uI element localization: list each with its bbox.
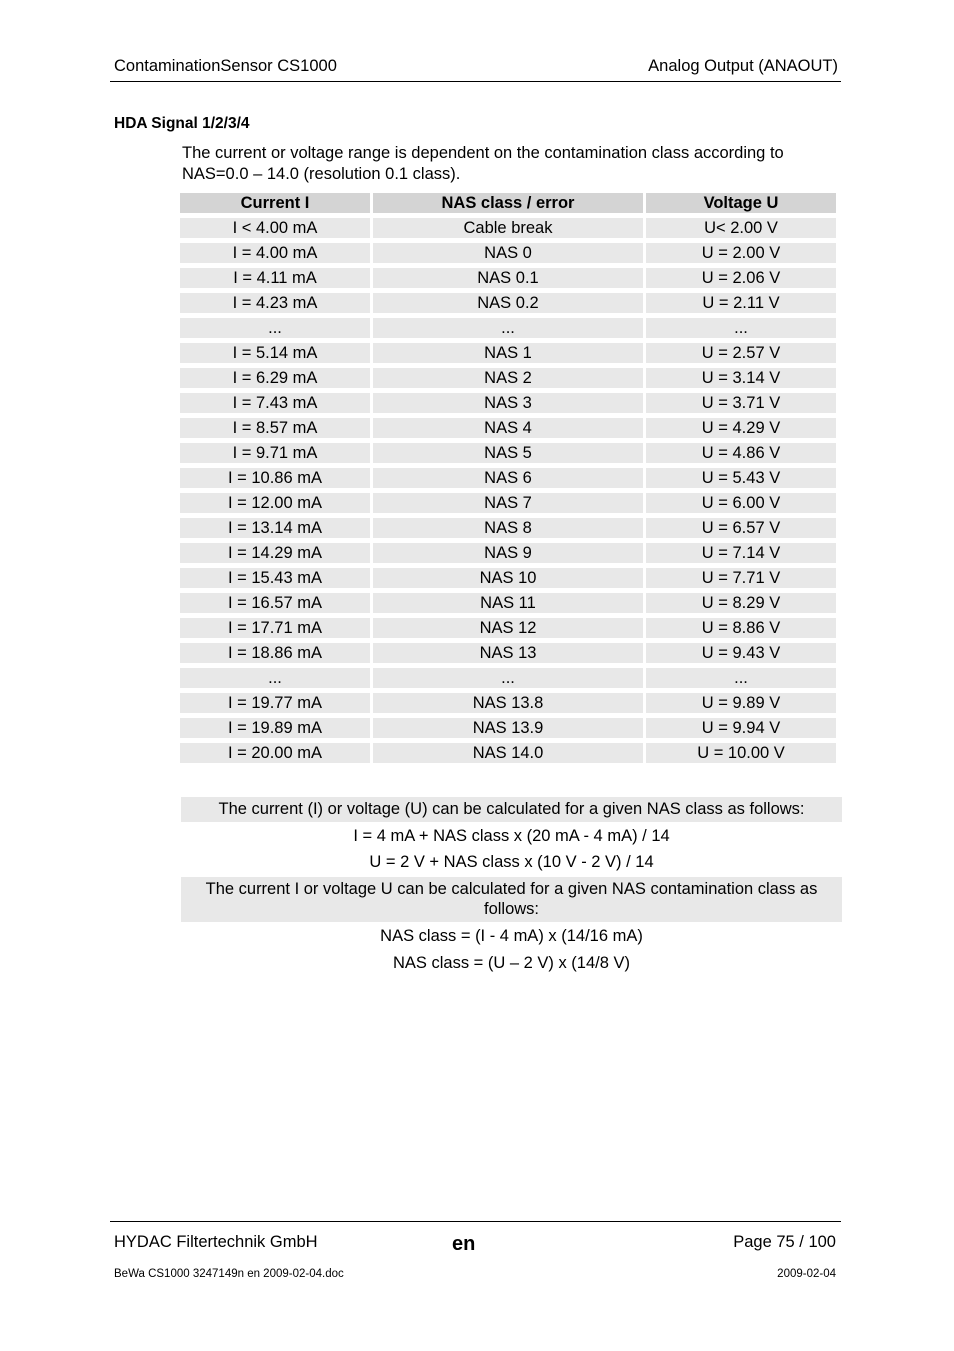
- cell-voltage: U = 2.57 V: [646, 343, 836, 363]
- cell-voltage: U = 2.00 V: [646, 243, 836, 263]
- cell-nas-class: NAS 10: [373, 568, 643, 588]
- cell-current: I = 20.00 mA: [180, 743, 370, 763]
- col-header-current: Current I: [180, 193, 370, 213]
- table-row: [180, 743, 836, 763]
- cell-current: I = 16.57 mA: [180, 593, 370, 613]
- table-row: [180, 518, 836, 538]
- footer-company: HYDAC Filtertechnik GmbH: [114, 1233, 318, 1251]
- cell-current: I = 14.29 mA: [180, 543, 370, 563]
- footer-doc-name: BeWa CS1000 3247149n en 2009-02-04.doc: [114, 1268, 344, 1280]
- cell-nas-class: NAS 14.0: [373, 743, 643, 763]
- header-divider: [110, 81, 841, 82]
- cell-nas-class: ...: [373, 318, 643, 338]
- cell-voltage: U = 5.43 V: [646, 468, 836, 488]
- cell-current: I = 6.29 mA: [180, 368, 370, 388]
- cell-voltage: U< 2.00 V: [646, 218, 836, 238]
- cell-voltage: U = 2.11 V: [646, 293, 836, 313]
- table-row: [180, 693, 836, 713]
- col-header-nas-class: NAS class / error: [373, 193, 643, 213]
- table-row: [180, 568, 836, 588]
- cell-current: I = 10.86 mA: [180, 468, 370, 488]
- header-chapter-title: Analog Output (ANAOUT): [648, 57, 838, 75]
- cell-nas-class: NAS 13.8: [373, 693, 643, 713]
- cell-voltage: U = 6.57 V: [646, 518, 836, 538]
- table-header-row: [180, 193, 836, 213]
- table-row: [180, 293, 836, 313]
- cell-nas-class: NAS 0.2: [373, 293, 643, 313]
- table-row: [180, 493, 836, 513]
- cell-nas-class: NAS 4: [373, 418, 643, 438]
- table-row: [180, 418, 836, 438]
- table-row: [180, 718, 836, 738]
- table-row: [180, 593, 836, 613]
- cell-nas-class: NAS 12: [373, 618, 643, 638]
- table-row: [180, 643, 836, 663]
- table-row: [180, 443, 836, 463]
- cell-current: I = 15.43 mA: [180, 568, 370, 588]
- cell-current: I = 9.71 mA: [180, 443, 370, 463]
- table-row: [180, 543, 836, 563]
- cell-nas-class: Cable break: [373, 218, 643, 238]
- cell-voltage: U = 4.29 V: [646, 418, 836, 438]
- cell-nas-class: NAS 7: [373, 493, 643, 513]
- cell-current: I = 13.14 mA: [180, 518, 370, 538]
- formula-note-2: The current I or voltage U can be calculated for a given NAS contamination class as follows:: [181, 877, 842, 922]
- cell-voltage: U = 6.00 V: [646, 493, 836, 513]
- cell-nas-class: NAS 3: [373, 393, 643, 413]
- cell-voltage: U = 8.86 V: [646, 618, 836, 638]
- footer-divider: [110, 1221, 841, 1222]
- cell-voltage: ...: [646, 668, 836, 688]
- cell-current: I = 19.77 mA: [180, 693, 370, 713]
- cell-current: I = 4.00 mA: [180, 243, 370, 263]
- table-row: [180, 218, 836, 238]
- footer-page-number: Page 75 / 100: [733, 1233, 836, 1251]
- formula-current: I = 4 mA + NAS class x (20 mA - 4 mA) / 14: [353, 827, 670, 845]
- table-row: [180, 393, 836, 413]
- table-row: [180, 368, 836, 388]
- cell-nas-class: NAS 9: [373, 543, 643, 563]
- col-header-voltage: Voltage U: [646, 193, 836, 213]
- cell-nas-class: NAS 8: [373, 518, 643, 538]
- formula-nas-from-current: NAS class = (I - 4 mA) x (14/16 mA): [380, 927, 643, 945]
- cell-nas-class: NAS 1: [373, 343, 643, 363]
- table-row: [180, 243, 836, 263]
- cell-voltage: U = 9.43 V: [646, 643, 836, 663]
- cell-voltage: U = 3.71 V: [646, 393, 836, 413]
- formula-note-1: The current (I) or voltage (U) can be calculated for a given NAS class as follows:: [181, 797, 842, 822]
- header-document-title: ContaminationSensor CS1000: [114, 57, 337, 75]
- cell-voltage: U = 7.14 V: [646, 543, 836, 563]
- cell-nas-class: ...: [373, 668, 643, 688]
- cell-voltage: U = 2.06 V: [646, 268, 836, 288]
- cell-voltage: U = 8.29 V: [646, 593, 836, 613]
- cell-nas-class: NAS 0.1: [373, 268, 643, 288]
- cell-current: ...: [180, 668, 370, 688]
- cell-current: I = 4.11 mA: [180, 268, 370, 288]
- cell-voltage: U = 3.14 V: [646, 368, 836, 388]
- cell-current: I = 7.43 mA: [180, 393, 370, 413]
- cell-nas-class: NAS 0: [373, 243, 643, 263]
- cell-nas-class: NAS 2: [373, 368, 643, 388]
- table-row: [180, 618, 836, 638]
- cell-nas-class: NAS 11: [373, 593, 643, 613]
- table-row: [180, 668, 836, 688]
- cell-nas-class: NAS 6: [373, 468, 643, 488]
- cell-nas-class: NAS 5: [373, 443, 643, 463]
- cell-current: I = 19.89 mA: [180, 718, 370, 738]
- page-header: [114, 57, 838, 77]
- cell-current: I = 8.57 mA: [180, 418, 370, 438]
- cell-nas-class: NAS 13.9: [373, 718, 643, 738]
- cell-voltage: U = 7.71 V: [646, 568, 836, 588]
- cell-voltage: ...: [646, 318, 836, 338]
- cell-voltage: U = 10.00 V: [646, 743, 836, 763]
- cell-current: ...: [180, 318, 370, 338]
- cell-voltage: U = 9.94 V: [646, 718, 836, 738]
- cell-current: I = 4.23 mA: [180, 293, 370, 313]
- table-row: [180, 318, 836, 338]
- intro-paragraph: The current or voltage range is dependent on the contamination class according to NAS=0.0 – 14.0 (resolution 0.1 class).: [182, 144, 784, 183]
- cell-current: I = 5.14 mA: [180, 343, 370, 363]
- cell-voltage: U = 4.86 V: [646, 443, 836, 463]
- nas-output-table: [177, 188, 839, 768]
- cell-current: I = 12.00 mA: [180, 493, 370, 513]
- table-body: [180, 218, 836, 763]
- table-row: [180, 343, 836, 363]
- formula-nas-from-voltage: NAS class = (U – 2 V) x (14/8 V): [392, 954, 631, 972]
- cell-current: I = 18.86 mA: [180, 643, 370, 663]
- footer-language: en: [452, 1233, 476, 1255]
- table-row: [180, 468, 836, 488]
- cell-nas-class: NAS 13: [373, 643, 643, 663]
- cell-voltage: U = 9.89 V: [646, 693, 836, 713]
- formula-voltage: U = 2 V + NAS class x (10 V - 2 V) / 14: [369, 853, 654, 871]
- section-title: HDA Signal 1/2/3/4: [114, 115, 250, 132]
- cell-current: I = 17.71 mA: [180, 618, 370, 638]
- footer-date: 2009-02-04: [777, 1268, 836, 1280]
- cell-current: I < 4.00 mA: [180, 218, 370, 238]
- table-row: [180, 268, 836, 288]
